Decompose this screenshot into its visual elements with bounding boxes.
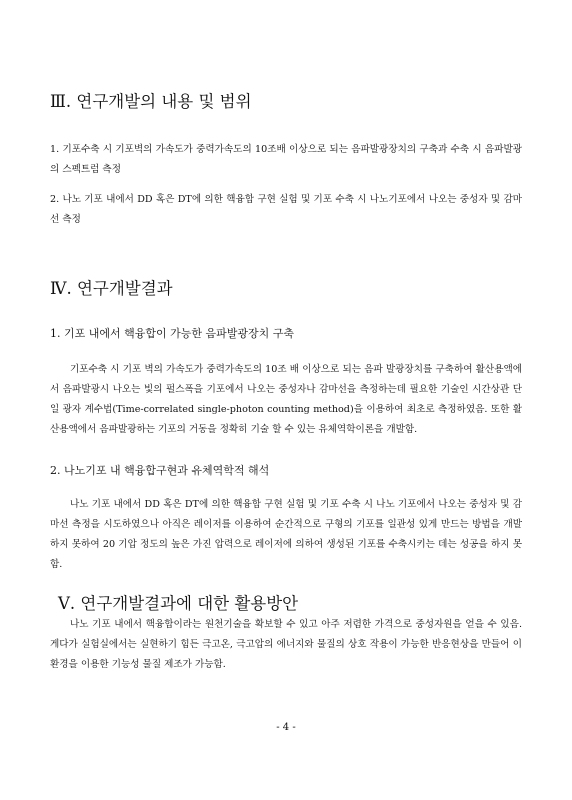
section-4-heading: Ⅳ. 연구개발결과 <box>50 279 173 298</box>
section-5-heading: Ⅴ. 연구개발결과에 대한 활용방안 <box>58 594 299 613</box>
section-4-sub-2-heading: 2. 나노기포 내 핵융합구현과 유체역학적 해석 <box>50 464 270 477</box>
section-4-sub-2-body: 나노 기포 내에서 DD 혹은 DT에 의한 핵융합 구현 실험 및 기포 수축 시 나노 기포에서 나오는 중성자 및 감마선 측정을 시도하였으나 아직은 레이저를 이용하여 순간적으로 구형의 기포를 일관성 있게 만드는 방법을 개발하지 못하여 20 기압 정도의 높은 가진 압력으로 레이저에 의하여 생성된 기포를 수축시키는 데는 성공을 하지 못함. <box>50 499 522 570</box>
section-5-body: 나노 기포 내에서 핵융합이라는 원천기술을 확보할 수 있고 아주 저렴한 가격으로 중성자원을 얻을 수 있음. 게다가 실험실에서는 실현하기 힘든 극고온, 극고압의 에너지와 물질의 상호 작용이 가능한 반응현상을 만들어 이 환경을 이용한 기능성 물질 제조가 가능함. <box>50 619 522 670</box>
section-4-sub-1-body: 기포수축 시 기포 벽의 가속도가 중력가속도의 10조 배 이상으로 되는 음파 발광장치를 구축하여 활산용액에서 음파발광시 나오는 빛의 펄스폭을 기포에서 나오는 중성자나 감마선을 측정하는데 필요한 기술인 시간상관 단일 광자 계수법(Time-correlated single-photon counting method)을 이용하여 최초로 측정하였음. 또한 활산용액에서 음파발광하는 기포의 거동을 정확히 기술 할 수 있는 유체역학이론을 개발함. <box>50 364 522 435</box>
section-4-sub-1-heading: 1. 기포 내에서 핵융합이 가능한 음파발광장치 구축 <box>50 327 294 340</box>
page-number: - 4 - <box>276 722 296 733</box>
section-3-item-2: 2. 나노 기포 내에서 DD 혹은 DT에 의한 핵융합 구현 실험 및 기포 수축 시 나노기포에서 나오는 중성자 및 감마선 측정 <box>50 194 522 225</box>
section-3-item-1: 1. 기포수축 시 기포벽의 가속도가 중력가속도의 10조배 이상으로 되는 음파발광장치의 구축과 수축 시 음파발광의 스펙트럼 측정 <box>50 144 522 175</box>
section-3-heading: Ⅲ. 연구개발의 내용 및 범위 <box>50 92 252 111</box>
